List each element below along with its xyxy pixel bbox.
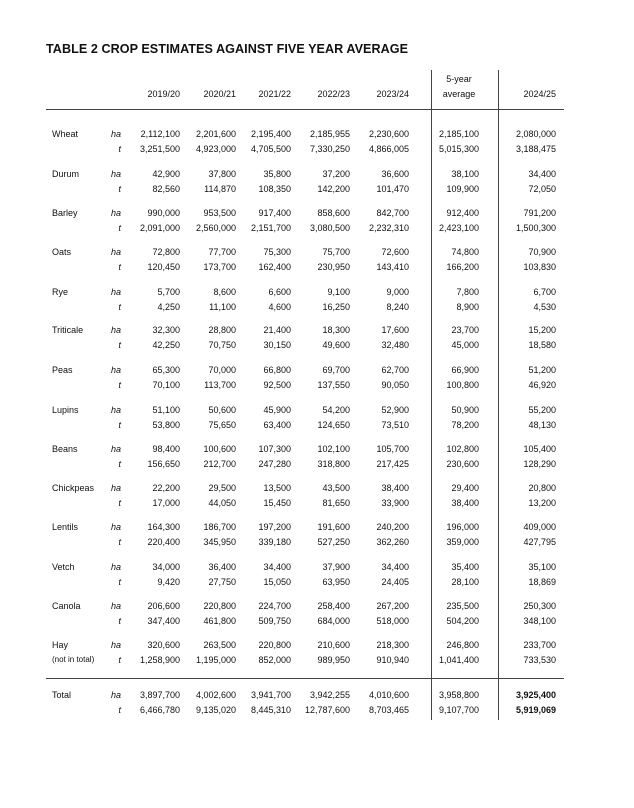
- crop-name: Rye: [52, 287, 69, 297]
- table-cell: 2,185,100: [438, 129, 479, 139]
- table-cell: 527,250: [317, 537, 350, 547]
- table-cell: 6,700: [533, 287, 556, 297]
- table-cell: 220,400: [147, 537, 180, 547]
- table-cell: 917,400: [258, 208, 291, 218]
- unit-label: t: [118, 459, 121, 469]
- crop-name: Beans: [52, 444, 78, 454]
- table-cell: 70,750: [208, 340, 236, 350]
- column-header: 2021/22: [258, 89, 291, 99]
- unit-label: t: [118, 498, 121, 508]
- table-cell: 3,942,255: [309, 690, 350, 700]
- table-cell: 22,200: [152, 483, 180, 493]
- table-cell: 35,100: [528, 562, 556, 572]
- table-cell: 2,560,000: [195, 223, 236, 233]
- table-cell: 852,000: [258, 655, 291, 665]
- table-cell: 8,900: [456, 302, 479, 312]
- table-cell: 17,000: [152, 498, 180, 508]
- table-cell: 212,700: [203, 459, 236, 469]
- crop-name: Vetch: [52, 562, 75, 572]
- column-header: 2023/24: [376, 89, 409, 99]
- header-rule: [46, 109, 564, 110]
- table-cell: 52,900: [381, 405, 409, 415]
- table-cell: 842,700: [376, 208, 409, 218]
- table-cell: 100,600: [203, 444, 236, 454]
- unit-label: t: [118, 144, 121, 154]
- crop-name: Total: [52, 690, 72, 700]
- table-cell: 235,500: [446, 601, 479, 611]
- table-cell: 35,800: [263, 169, 291, 179]
- unit-label: t: [118, 302, 121, 312]
- table-cell: 114,870: [204, 184, 236, 194]
- crop-name: Canola: [52, 601, 81, 611]
- table-cell: 910,940: [376, 655, 409, 665]
- table-cell: 3,188,475: [515, 144, 556, 154]
- table-cell: 32,300: [152, 325, 180, 335]
- table-cell: 45,900: [263, 405, 291, 415]
- table-cell: 69,700: [322, 365, 350, 375]
- table-cell: 267,200: [376, 601, 409, 611]
- table-cell: 33,900: [381, 498, 409, 508]
- table-cell: 30,150: [263, 340, 291, 350]
- unit-label: ha: [110, 444, 121, 454]
- table-cell: 34,400: [381, 562, 409, 572]
- unit-label: t: [118, 380, 121, 390]
- unit-label: ha: [110, 287, 121, 297]
- table-cell: 13,500: [263, 483, 291, 493]
- table-cell: 28,100: [451, 577, 479, 587]
- table-cell: 990,000: [147, 208, 180, 218]
- table-cell: 108,350: [258, 184, 291, 194]
- table-cell: 2,185,955: [309, 129, 350, 139]
- unit-label: ha: [110, 483, 121, 493]
- table-cell: 18,869: [528, 577, 556, 587]
- table-cell: 7,800: [456, 287, 479, 297]
- table-cell: 197,200: [258, 522, 291, 532]
- table-cell: 4,866,005: [368, 144, 409, 154]
- column-header: 2020/21: [203, 89, 236, 99]
- crop-name: Lupins: [52, 405, 79, 415]
- table-cell: 18,300: [322, 325, 350, 335]
- table-cell: 46,920: [528, 380, 556, 390]
- table-cell: 2,080,000: [515, 129, 556, 139]
- table-cell: 102,100: [317, 444, 350, 454]
- table-cell: 173,700: [203, 262, 236, 272]
- table-cell: 143,410: [376, 262, 409, 272]
- table-cell: 17,600: [381, 325, 409, 335]
- column-header-average-line2: average: [442, 89, 476, 99]
- table-cell: 4,600: [268, 302, 291, 312]
- table-cell: 53,800: [152, 420, 180, 430]
- table-cell: 4,250: [157, 302, 180, 312]
- table-cell: 166,200: [446, 262, 479, 272]
- unit-label: t: [118, 262, 121, 272]
- table-cell: 82,560: [152, 184, 180, 194]
- table-cell: 2,201,600: [195, 129, 236, 139]
- table-cell: 16,250: [322, 302, 350, 312]
- table-cell: 36,600: [381, 169, 409, 179]
- table-cell: 51,200: [528, 365, 556, 375]
- unit-label: ha: [110, 640, 121, 650]
- unit-label: ha: [110, 562, 121, 572]
- table-cell: 4,010,600: [368, 690, 409, 700]
- table-cell: 5,919,069: [515, 705, 556, 715]
- crop-name: Peas: [52, 365, 73, 375]
- table-cell: 7,330,250: [309, 144, 350, 154]
- table-cell: 50,900: [451, 405, 479, 415]
- crop-name: Lentils: [52, 522, 79, 532]
- table-cell: 29,500: [208, 483, 236, 493]
- table-cell: 3,897,700: [139, 690, 180, 700]
- unit-label: t: [118, 705, 121, 715]
- table-cell: 34,000: [152, 562, 180, 572]
- table-cell: 105,400: [523, 444, 556, 454]
- table-cell: 258,400: [317, 601, 350, 611]
- unit-label: t: [118, 420, 121, 430]
- table-cell: 44,050: [208, 498, 236, 508]
- table-cell: 186,700: [203, 522, 236, 532]
- table-cell: 4,923,000: [195, 144, 236, 154]
- table-cell: 233,700: [523, 640, 556, 650]
- table-cell: 120,450: [147, 262, 180, 272]
- table-cell: 339,180: [258, 537, 291, 547]
- table-cell: 362,260: [376, 537, 409, 547]
- table-cell: 164,300: [147, 522, 180, 532]
- table-cell: 62,700: [381, 365, 409, 375]
- table-cell: 246,800: [446, 640, 479, 650]
- crop-note: (not in total): [52, 655, 95, 664]
- table-cell: 124,650: [317, 420, 350, 430]
- table-cell: 156,650: [147, 459, 180, 469]
- table-cell: 103,830: [523, 262, 556, 272]
- table-cell: 4,002,600: [195, 690, 236, 700]
- table-cell: 2,091,000: [139, 223, 180, 233]
- table-cell: 912,400: [446, 208, 479, 218]
- table-cell: 49,600: [322, 340, 350, 350]
- table-cell: 13,200: [528, 498, 556, 508]
- table-cell: 217,425: [376, 459, 409, 469]
- table-cell: 345,950: [203, 537, 236, 547]
- table-cell: 109,900: [446, 184, 479, 194]
- table-cell: 2,112,100: [140, 129, 180, 139]
- table-cell: 3,925,400: [515, 690, 556, 700]
- table-cell: 2,423,100: [438, 223, 479, 233]
- table-cell: 128,290: [523, 459, 556, 469]
- table-cell: 240,200: [376, 522, 409, 532]
- unit-label: ha: [110, 365, 121, 375]
- table-cell: 98,400: [152, 444, 180, 454]
- table-cell: 230,950: [317, 262, 350, 272]
- table-cell: 105,700: [376, 444, 409, 454]
- unit-label: t: [118, 655, 121, 665]
- table-cell: 75,650: [208, 420, 236, 430]
- table-cell: 4,530: [533, 302, 556, 312]
- crop-name: Barley: [52, 208, 78, 218]
- table-cell: 347,400: [147, 616, 180, 626]
- table-cell: 43,500: [322, 483, 350, 493]
- table-cell: 77,700: [208, 247, 236, 257]
- table-cell: 75,300: [263, 247, 291, 257]
- table-cell: 48,130: [528, 420, 556, 430]
- table-cell: 50,600: [208, 405, 236, 415]
- table-cell: 518,000: [376, 616, 409, 626]
- table-cell: 24,405: [381, 577, 409, 587]
- table-cell: 8,240: [386, 302, 409, 312]
- table-cell: 29,400: [451, 483, 479, 493]
- table-cell: 6,600: [268, 287, 291, 297]
- table-cell: 220,800: [203, 601, 236, 611]
- unit-label: ha: [110, 208, 121, 218]
- crop-name: Oats: [52, 247, 72, 257]
- table-cell: 1,258,900: [139, 655, 180, 665]
- table-cell: 38,400: [381, 483, 409, 493]
- table-cell: 2,151,700: [250, 223, 291, 233]
- table-cell: 684,000: [317, 616, 350, 626]
- table-cell: 318,800: [317, 459, 350, 469]
- table-cell: 230,600: [446, 459, 479, 469]
- table-cell: 5,700: [157, 287, 180, 297]
- table-cell: 66,900: [451, 365, 479, 375]
- table-cell: 21,400: [263, 325, 291, 335]
- table-cell: 989,950: [317, 655, 350, 665]
- table-cell: 70,000: [208, 365, 236, 375]
- column-header-average-line1: 5-year: [446, 74, 472, 84]
- column-header: 2024/25: [523, 89, 556, 99]
- column-header: 2022/23: [317, 89, 350, 99]
- table-cell: 263,500: [203, 640, 236, 650]
- unit-label: ha: [110, 129, 121, 139]
- table-cell: 224,700: [258, 601, 291, 611]
- table-cell: 63,950: [322, 577, 350, 587]
- table-cell: 107,300: [258, 444, 291, 454]
- table-cell: 101,470: [376, 184, 409, 194]
- unit-label: ha: [110, 247, 121, 257]
- table-cell: 34,400: [528, 169, 556, 179]
- unit-label: t: [118, 577, 121, 587]
- table-cell: 34,400: [263, 562, 291, 572]
- table-cell: 28,800: [208, 325, 236, 335]
- crop-name: Chickpeas: [52, 483, 95, 493]
- table-cell: 1,500,300: [515, 223, 556, 233]
- table-cell: 38,100: [451, 169, 479, 179]
- table-cell: 8,600: [213, 287, 236, 297]
- table-cell: 11,100: [209, 302, 236, 312]
- table-cell: 409,000: [523, 522, 556, 532]
- table-cell: 1,041,400: [438, 655, 479, 665]
- unit-label: ha: [110, 325, 121, 335]
- table-cell: 38,400: [451, 498, 479, 508]
- unit-label: ha: [110, 169, 121, 179]
- table-cell: 142,200: [317, 184, 350, 194]
- table-cell: 36,400: [208, 562, 236, 572]
- unit-label: ha: [110, 405, 121, 415]
- table-cell: 137,550: [317, 380, 350, 390]
- table-cell: 206,600: [147, 601, 180, 611]
- table-cell: 733,530: [523, 655, 556, 665]
- table-cell: 73,510: [381, 420, 409, 430]
- table-cell: 70,100: [152, 380, 180, 390]
- table-cell: 70,900: [528, 247, 556, 257]
- table-cell: 55,200: [528, 405, 556, 415]
- table-cell: 15,200: [528, 325, 556, 335]
- table-title: TABLE 2 CROP ESTIMATES AGAINST FIVE YEAR AVERAGE: [46, 42, 409, 56]
- table-cell: 210,600: [317, 640, 350, 650]
- table-cell: 92,500: [263, 380, 291, 390]
- table-cell: 102,800: [446, 444, 479, 454]
- unit-label: ha: [110, 522, 121, 532]
- crop-name: Triticale: [52, 325, 84, 335]
- table-cell: 9,107,700: [438, 705, 479, 715]
- table-cell: 18,580: [528, 340, 556, 350]
- table-cell: 858,600: [317, 208, 350, 218]
- table-cell: 75,700: [322, 247, 350, 257]
- table-cell: 427,795: [523, 537, 556, 547]
- table-cell: 359,000: [446, 537, 479, 547]
- table-cell: 15,450: [263, 498, 291, 508]
- table-cell: 37,900: [322, 562, 350, 572]
- table-cell: 791,200: [523, 208, 556, 218]
- table-cell: 461,800: [203, 616, 236, 626]
- table-cell: 42,250: [152, 340, 180, 350]
- table-cell: 81,650: [322, 498, 350, 508]
- table-cell: 196,000: [446, 522, 479, 532]
- unit-label: ha: [110, 601, 121, 611]
- table-cell: 72,600: [381, 247, 409, 257]
- unit-label: t: [118, 616, 121, 626]
- table-cell: 37,800: [208, 169, 236, 179]
- crop-name: Wheat: [52, 129, 79, 139]
- table-cell: 27,750: [208, 577, 236, 587]
- table-cell: 218,300: [376, 640, 409, 650]
- table-cell: 51,100: [152, 405, 180, 415]
- table-cell: 1,195,000: [195, 655, 236, 665]
- table-cell: 2,230,600: [368, 129, 409, 139]
- table-cell: 12,787,600: [304, 705, 350, 715]
- table-cell: 74,800: [451, 247, 479, 257]
- table-cell: 100,800: [446, 380, 479, 390]
- table-cell: 8,445,310: [250, 705, 291, 715]
- table-cell: 63,400: [263, 420, 291, 430]
- table-cell: 78,200: [451, 420, 479, 430]
- unit-label: t: [118, 340, 121, 350]
- table-cell: 65,300: [152, 365, 180, 375]
- table-cell: 20,800: [528, 483, 556, 493]
- table-cell: 90,050: [381, 380, 409, 390]
- unit-label: t: [118, 184, 121, 194]
- table-cell: 54,200: [322, 405, 350, 415]
- crop-name: Hay: [52, 640, 69, 650]
- crop-name: Durum: [52, 169, 80, 179]
- table-cell: 42,900: [152, 169, 180, 179]
- table-cell: 8,703,465: [368, 705, 409, 715]
- table-cell: 37,200: [322, 169, 350, 179]
- table-cell: 2,232,310: [368, 223, 409, 233]
- table-cell: 191,600: [317, 522, 350, 532]
- table-cell: 3,251,500: [139, 144, 180, 154]
- table-cell: 9,000: [386, 287, 409, 297]
- table-cell: 247,280: [258, 459, 291, 469]
- unit-label: t: [118, 537, 121, 547]
- table-cell: 15,050: [263, 577, 291, 587]
- table-cell: 9,135,020: [195, 705, 236, 715]
- table-cell: 72,800: [152, 247, 180, 257]
- unit-label: ha: [110, 690, 121, 700]
- table-cell: 509,750: [258, 616, 291, 626]
- table-cell: 3,958,800: [438, 690, 479, 700]
- table-cell: 5,015,300: [438, 144, 479, 154]
- table-cell: 4,705,500: [250, 144, 291, 154]
- table-cell: 220,800: [258, 640, 291, 650]
- table-cell: 953,500: [203, 208, 236, 218]
- table-cell: 72,050: [528, 184, 556, 194]
- table-cell: 45,000: [451, 340, 479, 350]
- table-cell: 3,080,500: [309, 223, 350, 233]
- table-cell: 3,941,700: [250, 690, 291, 700]
- table-cell: 6,466,780: [139, 705, 180, 715]
- table-cell: 250,300: [523, 601, 556, 611]
- table-cell: 348,100: [523, 616, 556, 626]
- table-cell: 162,400: [258, 262, 291, 272]
- total-rule: [46, 678, 564, 679]
- unit-label: t: [118, 223, 121, 233]
- table-cell: 2,195,400: [250, 129, 291, 139]
- table-cell: 23,700: [451, 325, 479, 335]
- table-cell: 113,700: [204, 380, 236, 390]
- table-cell: 504,200: [446, 616, 479, 626]
- table-cell: 35,400: [451, 562, 479, 572]
- table-cell: 320,600: [147, 640, 180, 650]
- table-cell: 9,420: [157, 577, 180, 587]
- table-cell: 32,480: [381, 340, 409, 350]
- table-cell: 9,100: [327, 287, 350, 297]
- table-cell: 66,800: [263, 365, 291, 375]
- column-header: 2019/20: [147, 89, 180, 99]
